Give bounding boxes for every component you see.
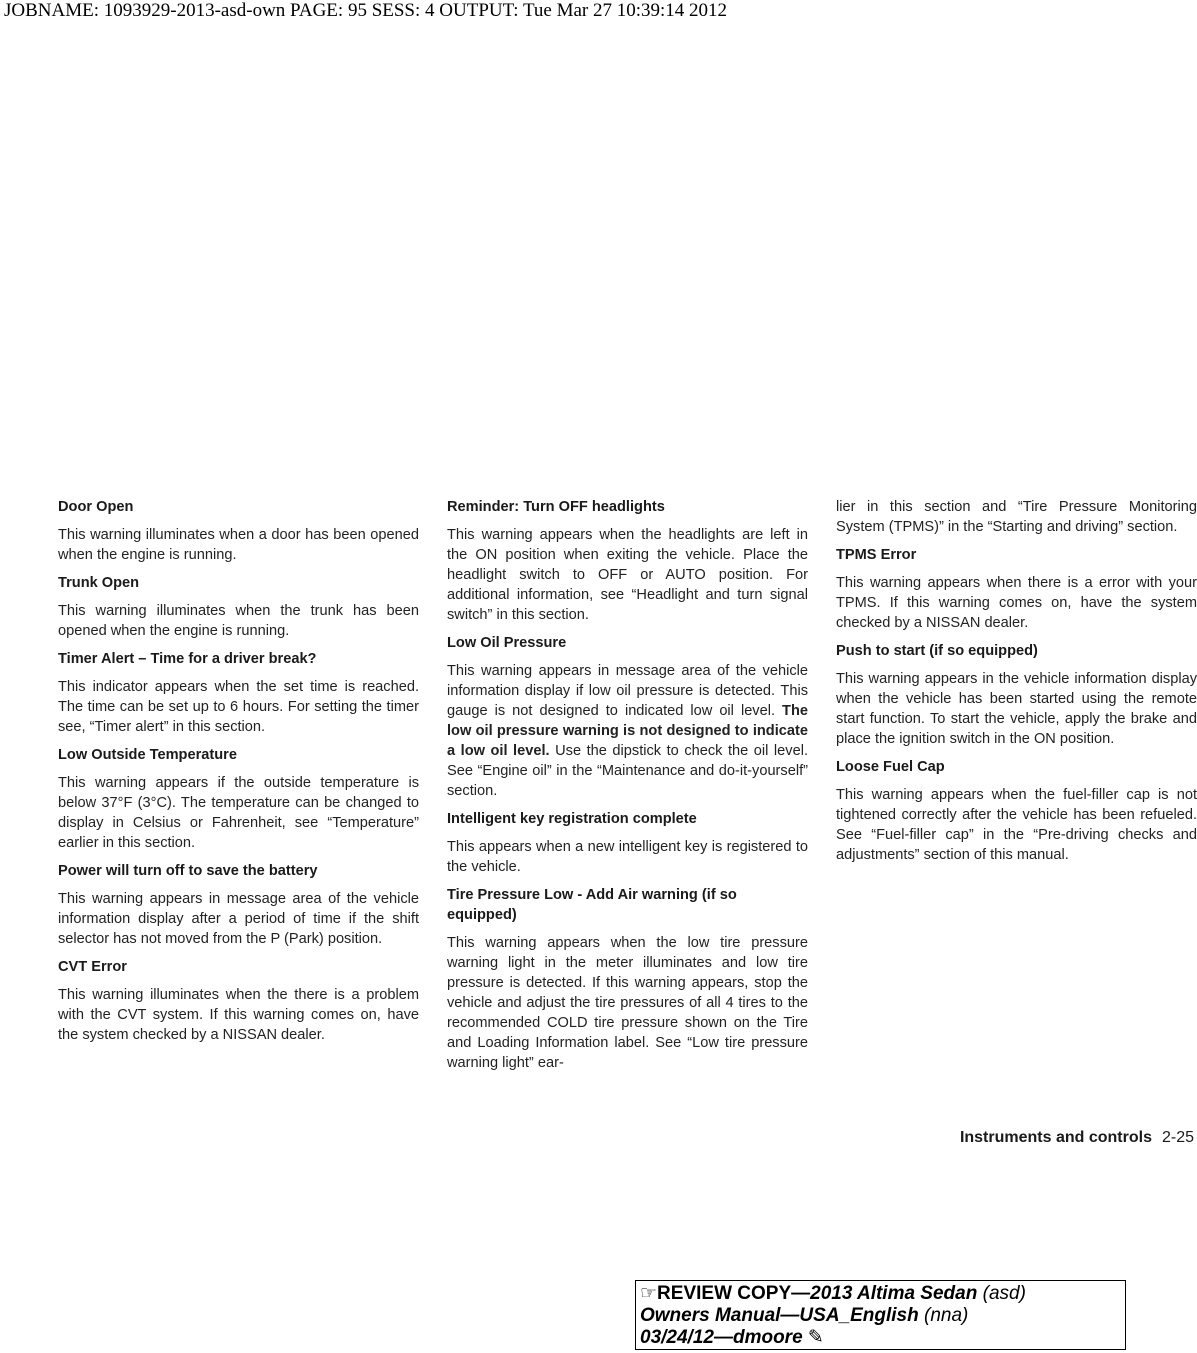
body-intelligent-key: This appears when a new intelligent key is registered to the vehicle. <box>447 839 808 875</box>
review-model: 2013 Altima Sedan <box>810 1283 978 1304</box>
review-date-author: 03/24/12—dmoore <box>640 1327 803 1348</box>
column-2 <box>447 497 808 1081</box>
job-header: JOBNAME: 1093929-2013-asd-own PAGE: 95 SESS: 4 OUTPUT: Tue Mar 27 10:39:14 2012 <box>4 0 728 21</box>
writing-hand-icon: ✎ <box>807 1327 824 1348</box>
heading-loose-fuel-cap: Loose Fuel Cap <box>836 759 945 775</box>
heading-trunk-open: Trunk Open <box>58 575 140 591</box>
body-low-oil-a: This warning appears in message area of the vehicle information display if low oil pressure is detected. This gauge is not designed to indicated low oil level. <box>447 663 808 719</box>
page-footer <box>797 1128 1197 1148</box>
heading-cvt-error: CVT Error <box>58 959 127 975</box>
body-power-off: This warning appears in message area of the vehicle information display after a period of time if the shift selector has not moved from the P (Park) position. <box>58 891 419 947</box>
heading-low-oil-pressure: Low Oil Pressure <box>447 635 567 651</box>
section-title: Instruments and controls <box>959 1129 1152 1146</box>
body-low-oil-pressure <box>447 661 808 801</box>
body-loose-fuel-cap: This warning appears when the fuel-filler cap is not tightened correctly after the vehicle has been refueled. See “Fuel-filler cap” in the “Pre-driving checks and adjustments” section of this manual. <box>836 787 1197 863</box>
review-line-1 <box>640 1283 1121 1305</box>
heading-push-to-start: Push to start (if so equipped) <box>836 643 1038 659</box>
review-copy-box <box>635 1280 1126 1350</box>
body-door-open: This warning illuminates when a door has been opened when the engine is running. <box>58 527 419 563</box>
review-manual-code: (nna) <box>918 1305 969 1326</box>
column-1 <box>58 497 419 1053</box>
heading-tire-pressure-low: Tire Pressure Low - Add Air warning (if so equipped) <box>447 887 737 923</box>
pointing-hand-icon: ☞ <box>640 1283 658 1304</box>
body-continued: lier in this section and “Tire Pressure Monitoring System (TPMS)” in the “Starting and driving” section. <box>836 499 1197 535</box>
review-line-3 <box>640 1327 1121 1349</box>
heading-door-open: Door Open <box>58 499 134 515</box>
body-timer-alert: This indicator appears when the set time is reached. The time can be set up to 6 hours. For setting the timer see, “Timer alert” in this section. <box>58 679 419 735</box>
review-label: REVIEW COPY— <box>657 1283 811 1304</box>
heading-timer-alert: Timer Alert – Time for a driver break? <box>58 651 317 667</box>
review-model-code: (asd) <box>977 1283 1026 1304</box>
body-cvt-error: This warning illuminates when the there is a problem with the CVT system. If this warning comes on, have the system checked by a NISSAN dealer. <box>58 987 419 1043</box>
heading-intelligent-key: Intelligent key registration complete <box>447 811 697 827</box>
body-trunk-open: This warning illuminates when the trunk has been opened when the engine is running. <box>58 603 419 639</box>
body-turn-off-headlights: This warning appears when the headlights are left in the ON position when exiting the vehicle. Place the headlight switch to OFF or AUTO position. For additional information, see “Headlight and turn signal switch” in this section. <box>447 527 808 623</box>
review-line-2 <box>640 1305 1121 1327</box>
heading-power-off: Power will turn off to save the battery <box>58 863 318 879</box>
heading-low-outside-temp: Low Outside Temperature <box>58 747 237 763</box>
body-tpms-error: This warning appears when there is a error with your TPMS. If this warning comes on, have the system checked by a NISSAN dealer. <box>836 575 1197 631</box>
review-manual: Owners Manual—USA_English <box>640 1305 919 1326</box>
heading-tpms-error: TPMS Error <box>836 547 917 563</box>
body-low-oil-bold: The low oil pressure warning is not designed to indicate a low oil level. <box>447 703 808 759</box>
body-push-to-start: This warning appears in the vehicle information display when the vehicle has been started using the remote start function. To start the vehicle, apply the brake and place the ignition switch in the ON position. <box>836 671 1197 747</box>
body-low-outside-temp: This warning appears if the outside temperature is below 37°F (3°C). The temperature can be changed to display in Celsius or Fahrenheit, see “Temperature” earlier in this section. <box>58 775 419 851</box>
heading-turn-off-headlights: Reminder: Turn OFF headlights <box>447 499 665 515</box>
column-3 <box>836 497 1197 873</box>
body-low-oil-b: Use the dipstick to check the oil level. See “Engine oil” in the “Maintenance and do-it-yourself” section. <box>447 743 808 799</box>
page-number: 2-25 <box>1161 1129 1194 1146</box>
body-tire-pressure-low: This warning appears when the low tire pressure warning light in the meter illuminates and low tire pressure is detected. If this warning appears, stop the vehicle and adjust the tire pressures of all 4 tires to the recommended COLD tire pressure shown on the Tire and Loading Information label. See “Low tire pressure warning light” ear- <box>447 935 808 1071</box>
